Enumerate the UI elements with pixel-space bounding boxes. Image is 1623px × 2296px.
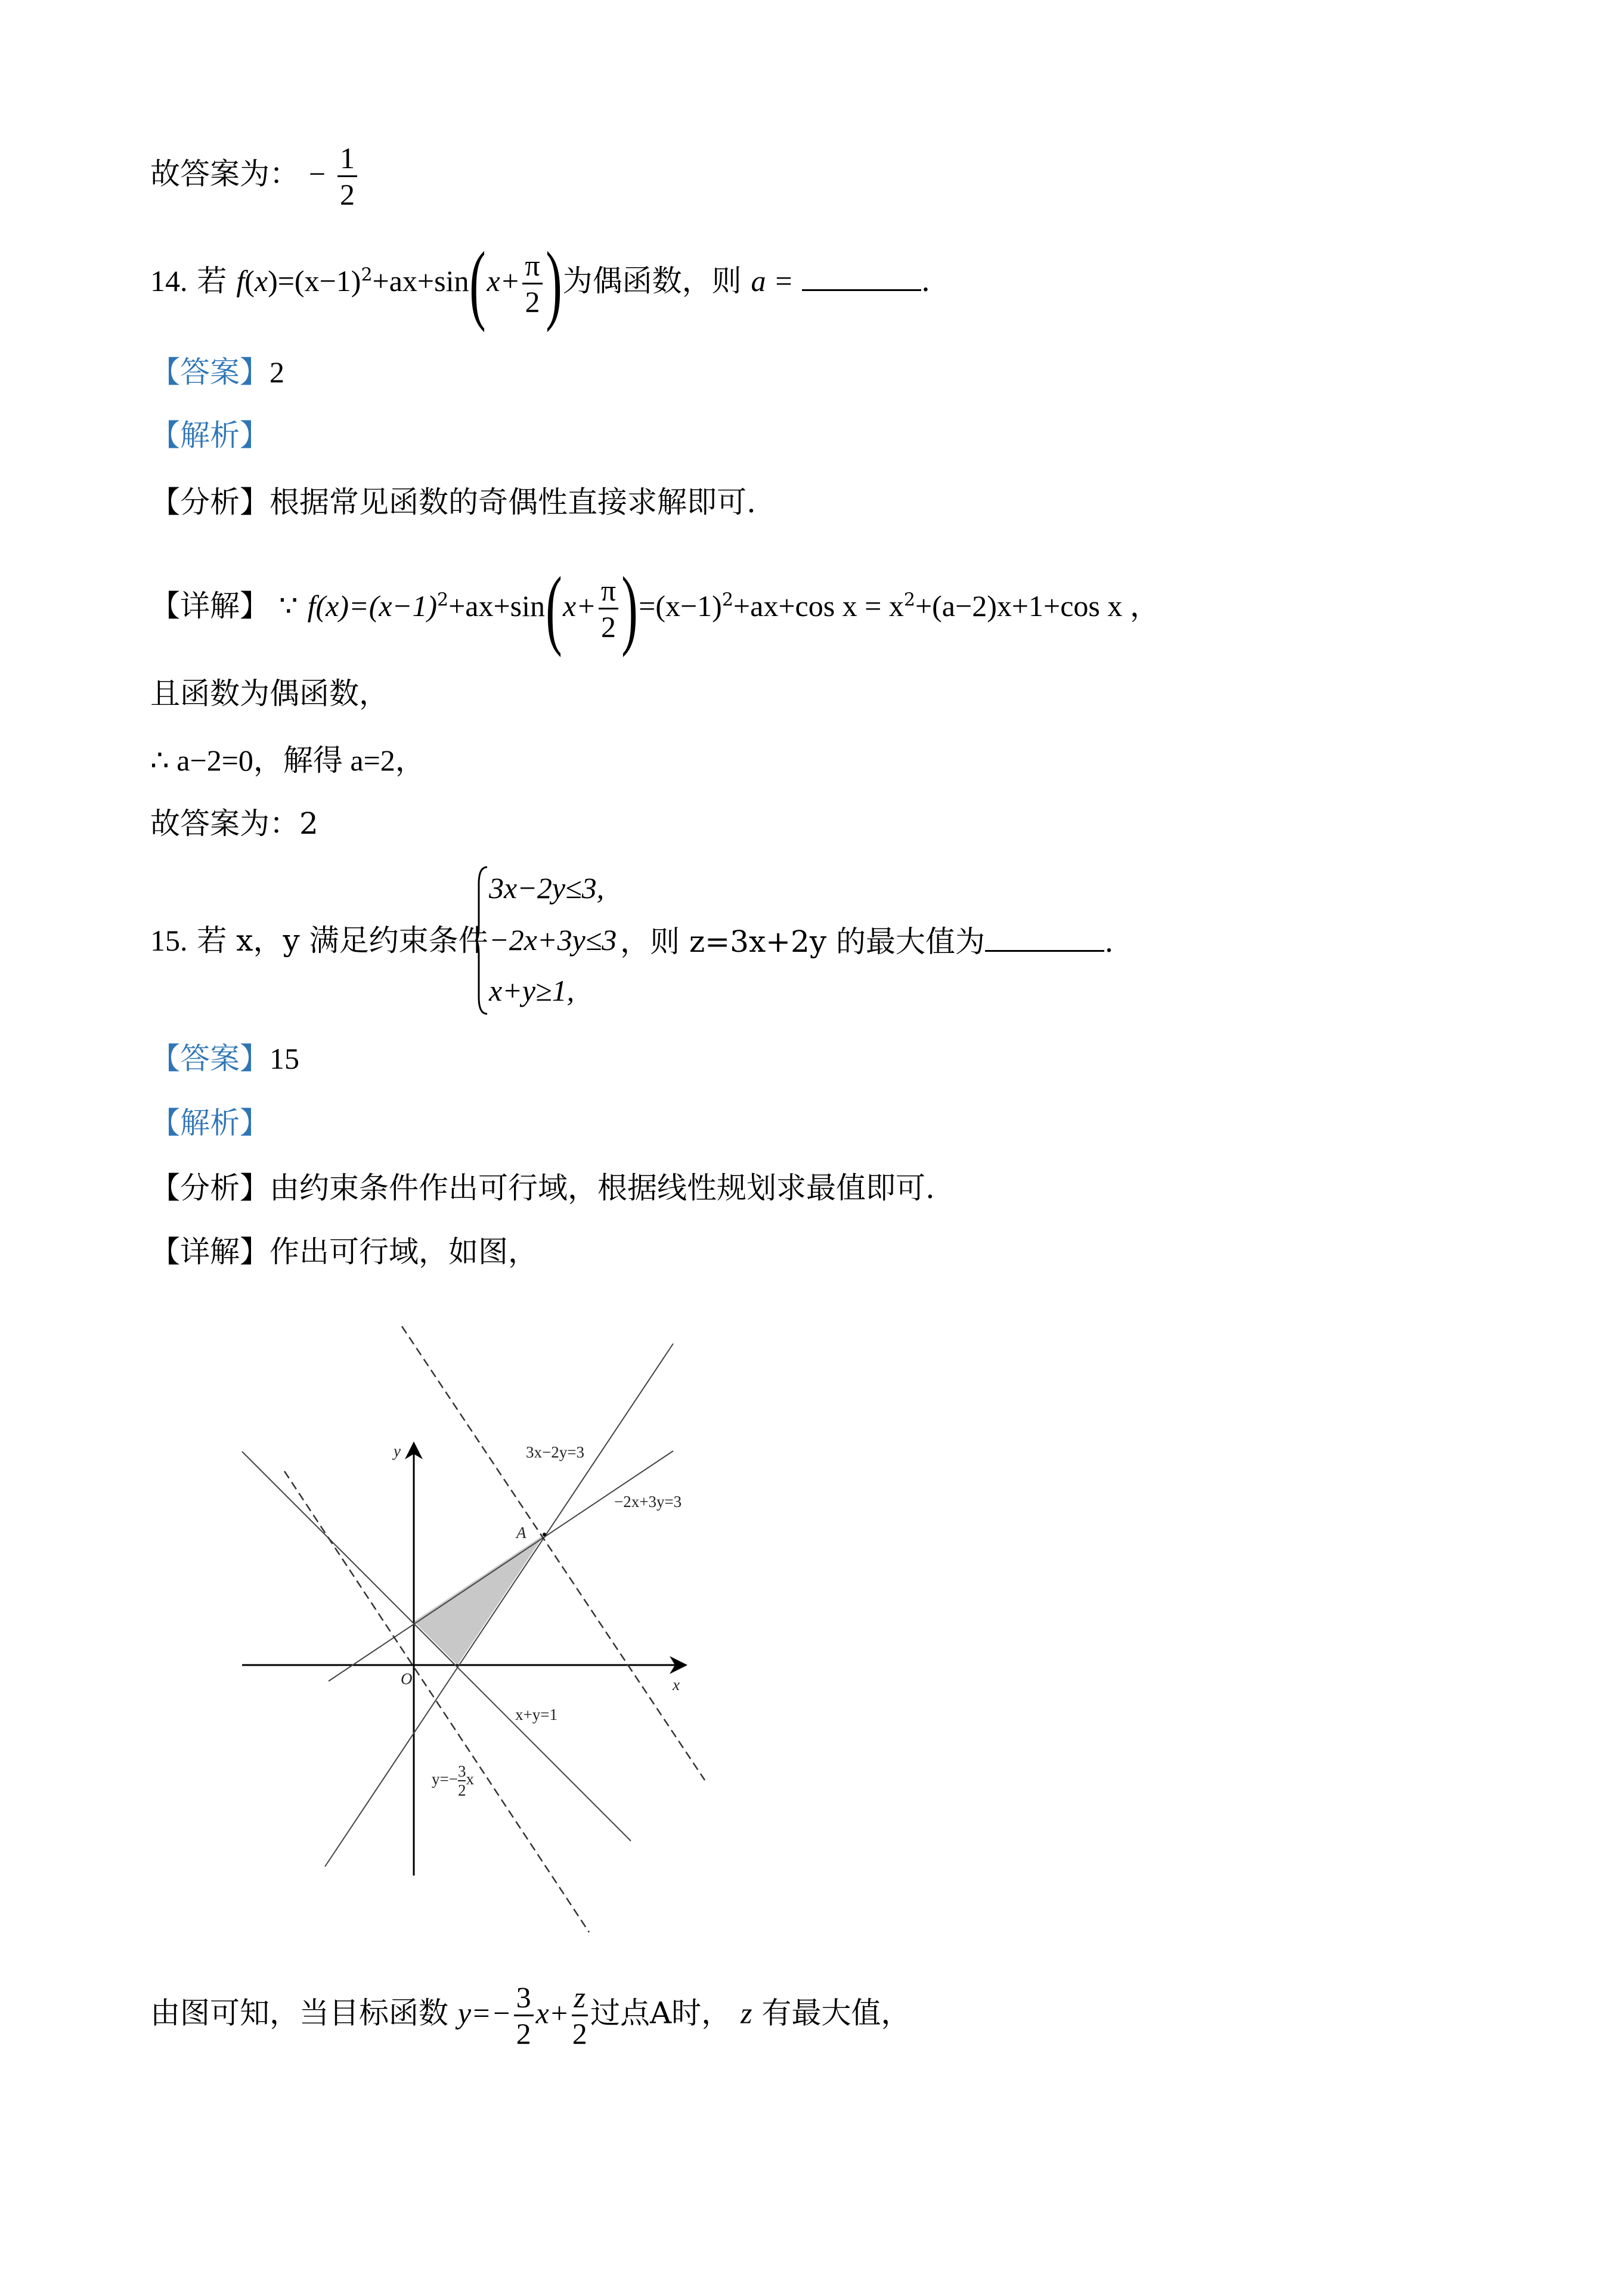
q15-period: .: [1104, 924, 1114, 959]
f1-den: 2: [516, 2017, 531, 2050]
xiangjie-heading: 【详解】: [150, 1234, 270, 1269]
q14-xiangjie-row: [150, 559, 1160, 658]
conclusion-part2: 过点A时，: [590, 1995, 732, 2031]
analysis-heading: 【解析】: [150, 418, 270, 453]
q14-suffix: 为偶函数，则: [562, 264, 742, 298]
q14-prefix: 若: [197, 264, 227, 298]
q14-pi-fraction: [522, 248, 542, 319]
q14-therefore-row: ∴ a−2=0，解得 a=2，: [150, 744, 425, 777]
point-A-label: A: [516, 1524, 526, 1542]
q15-suffix: ，则 z=3x+2y 的最大值为: [620, 924, 985, 959]
q15-answer-row: [150, 1041, 299, 1076]
q14-fenxi-text: 根据常见函数的奇偶性直接求解即可.: [270, 485, 756, 519]
conclusion-part1: 由图可知，当目标函数: [150, 1995, 448, 2031]
q14-period: .: [921, 264, 931, 298]
q13-numerator: 1: [337, 141, 357, 177]
q14-detail-part4: +ax+cos x = x: [733, 589, 904, 623]
q14-detail-part3: =(x−1): [639, 589, 722, 623]
q15-answer-blank: [985, 923, 1104, 952]
label-x-plus-y: x+y=1: [515, 1706, 557, 1723]
xiangjie-heading: 【详解】: [150, 589, 270, 623]
q14-exponent: 2: [361, 264, 373, 286]
fenxi-heading: 【分析】: [150, 485, 270, 519]
q14-fenxi-row: [150, 484, 756, 520]
f2-den: 2: [572, 2017, 587, 2050]
conclusion-x: x+: [535, 1996, 569, 2030]
q13-minus-sign: −: [308, 157, 326, 191]
exp-2a: 2: [436, 589, 449, 611]
point-A-marker: [543, 1533, 546, 1536]
conclusion-part3: 有最大值，: [761, 1995, 911, 2031]
fenxi-heading: 【分析】: [150, 1171, 270, 1205]
system-brace: [474, 866, 488, 1015]
q15-fenxi-row: [150, 1170, 935, 1206]
label-3x-minus-2y: 3x−2y=3: [526, 1443, 584, 1461]
q13-denominator: 2: [340, 178, 355, 211]
analysis-heading: 【解析】: [150, 1106, 270, 1140]
pi-denominator: 2: [525, 284, 540, 318]
line-neg2x-plus-3y-eq-3: [329, 1451, 673, 1681]
detail-inner: x+: [562, 589, 596, 623]
l4-prefix: y=−: [432, 1770, 458, 1788]
pi-numerator: π: [599, 573, 618, 609]
constraint-3: x+y≥1,: [489, 974, 575, 1007]
conclusion-z: z: [741, 1996, 752, 2030]
answer-heading: 【答案】: [150, 1041, 270, 1076]
q14-even-row: 且函数为偶函数，: [150, 676, 389, 711]
x-axis-label: x: [673, 1676, 680, 1694]
q14-detail-part5: +(a−2)x+1+cos x ，: [915, 589, 1160, 623]
q15-number: 15.: [150, 924, 188, 957]
pi-denominator: 2: [601, 609, 617, 643]
q15-analysis-heading-row: [150, 1105, 270, 1141]
q14-number: 14.: [150, 264, 188, 298]
q14-var: x: [254, 264, 268, 298]
feasible-region: [414, 1534, 544, 1665]
exp-2b: 2: [721, 589, 733, 611]
dashed-line-y-eq-neg-3-2-x: [284, 1471, 589, 1932]
y-axis-label: y: [394, 1442, 401, 1460]
feasible-region-diagram: [227, 1312, 716, 1944]
q15-fenxi-text: 由约束条件作出可行域，根据线性规划求最值即可.: [270, 1171, 935, 1205]
because-symbol: ∵: [278, 589, 298, 623]
q14-detail-part2: +ax+sin: [448, 589, 546, 623]
q15-conclusion: [150, 1980, 910, 2051]
q14-inner: x+: [487, 264, 521, 298]
q14-answer-value: 2: [270, 355, 284, 389]
q15-answer-value: 15: [270, 1042, 299, 1075]
q13-answer-text: 故答案为：: [150, 156, 299, 191]
q14-final-row: 故答案为：2: [150, 806, 318, 841]
detail-pi-fraction: [599, 573, 618, 644]
origin-label: O: [401, 1670, 413, 1688]
q13-answer-line: [150, 141, 360, 212]
q14-answer-row: [150, 354, 284, 390]
line-3x-minus-2y-eq-3: [325, 1344, 673, 1867]
right-paren: ): [545, 234, 562, 333]
answer-heading: 【答案】: [150, 355, 270, 389]
q14-detail-part1: f(x)=(x−1): [307, 589, 437, 623]
l4-num: 3: [457, 1762, 466, 1780]
constraint-1: 3x−2y≤3,: [489, 871, 605, 905]
left-paren: (: [469, 234, 487, 333]
label-y-eq-neg-3-2-x: [432, 1762, 474, 1799]
q15-question: [150, 923, 488, 958]
conclusion-fraction-1: [514, 1980, 534, 2051]
q14-a: a: [751, 264, 766, 298]
q15-xiangjie-row: [150, 1234, 538, 1270]
q14-eq-part2: +ax+sin: [372, 264, 469, 298]
constraint-2: −2x+3y≤3: [489, 923, 617, 957]
q15-prefix: 若 x，y 满足约束条件: [197, 923, 488, 958]
q15-xiangjie-text: 作出可行域，如图，: [270, 1234, 538, 1269]
q14-eq: =: [775, 264, 792, 298]
q14-func: f: [236, 264, 245, 298]
conclusion-fraction-2: [572, 1980, 588, 2051]
f2-num: z: [572, 1980, 588, 2016]
f1-num: 3: [514, 1980, 534, 2016]
right-paren: ): [621, 559, 638, 658]
conclusion-y: y=−: [457, 1996, 512, 2030]
l4-suffix: x: [466, 1770, 474, 1788]
q15-suffix-row: [620, 923, 1114, 960]
q14-analysis-heading-row: [150, 417, 270, 453]
q14-eq-part1: =(x−1): [277, 264, 361, 298]
exp-2c: 2: [903, 589, 915, 611]
left-paren: (: [546, 559, 562, 658]
l4-den: 2: [457, 1781, 466, 1799]
q14-answer-blank: [802, 262, 921, 291]
pi-numerator: π: [522, 248, 542, 284]
label-neg2x-plus-3y: −2x+3y=3: [614, 1493, 682, 1511]
q14-question: 14. 若 $f(x)=(x-1)^2+ax+\sin(x+$ $\frac{\pi}{2}$ )为偶函数，则 a = .: [150, 234, 931, 333]
q13-fraction: [337, 141, 357, 212]
